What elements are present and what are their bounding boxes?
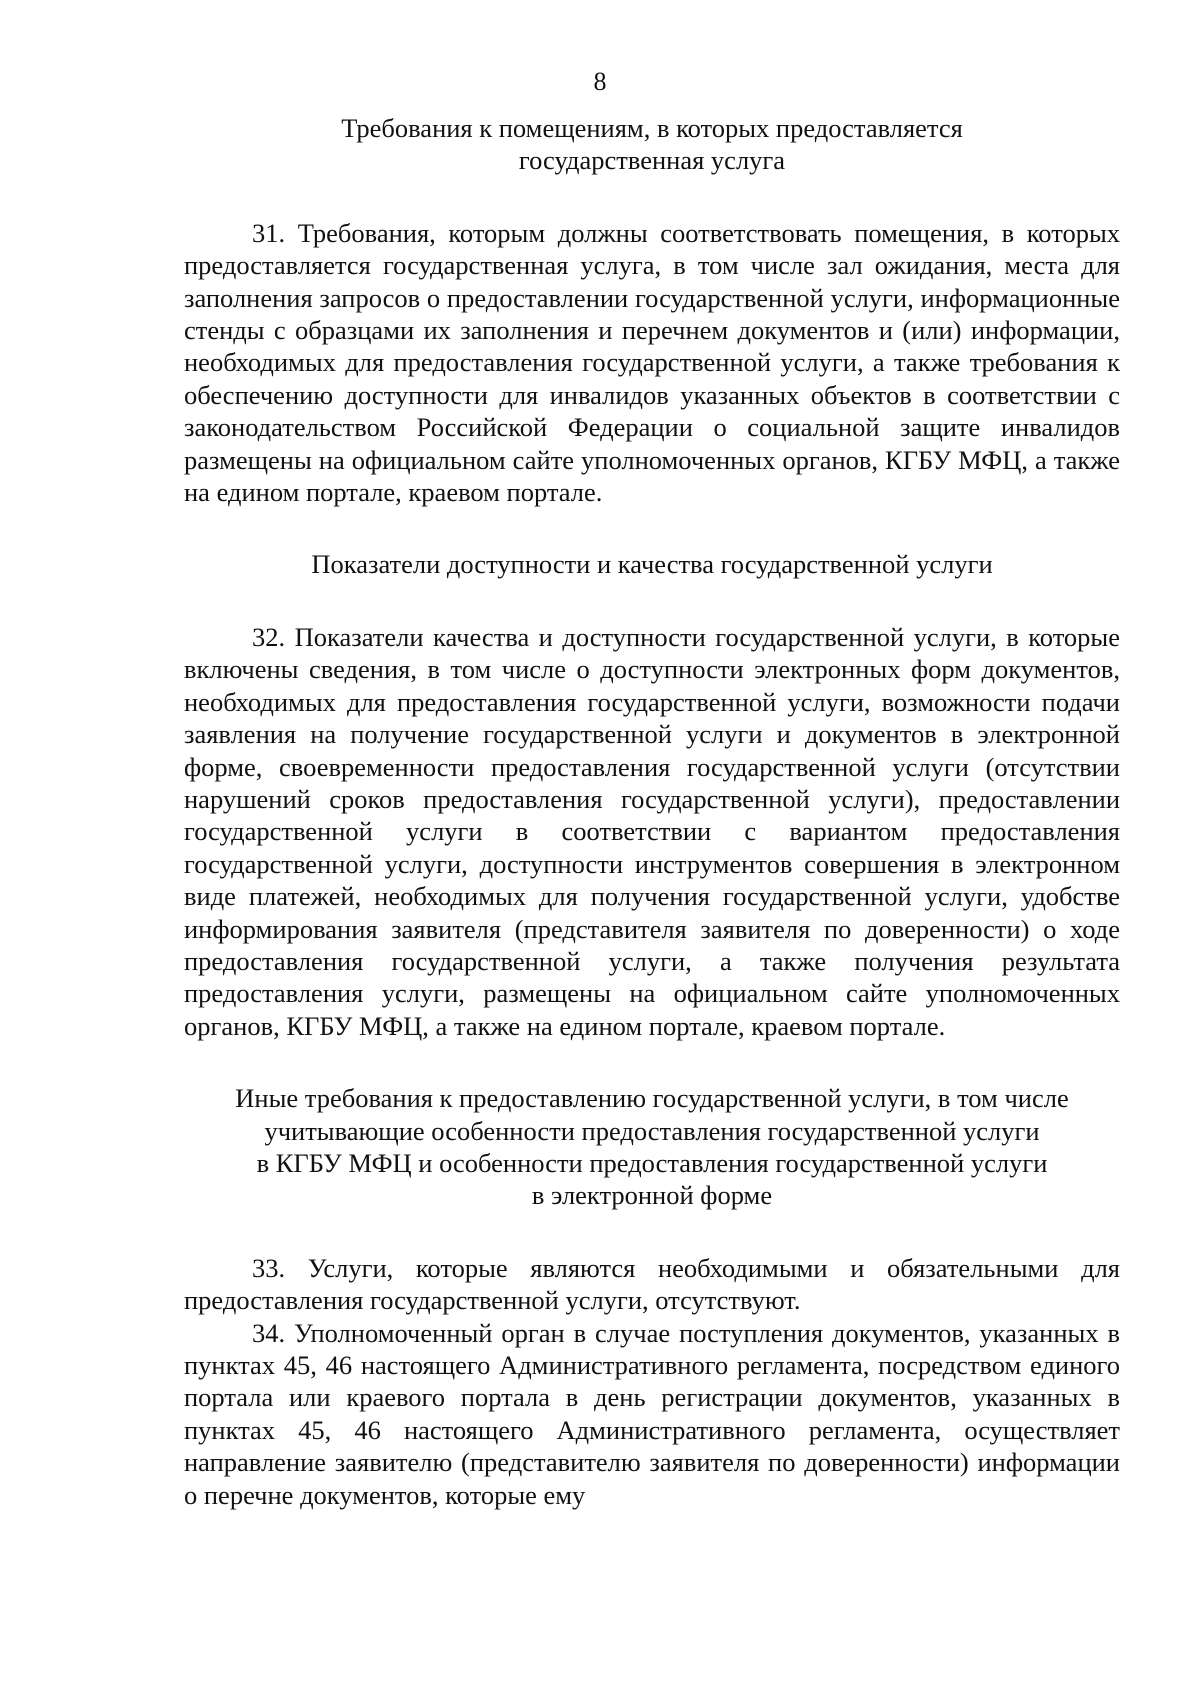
heading-rooms-requirements (212, 112, 1092, 177)
heading-line: в электронной форме (531, 1180, 773, 1211)
document-body (184, 112, 1120, 1511)
paragraph-31: 31. Требования, которым должны соответствовать помещения, в которых предоставляется государственная услуга, в том числе зал ожидания, места для заполнения запросов о предоставлении государственной услуги, информационные стенды с образцами их заполнения и перечнем документов и (или) информации, необходимых для предоставления государственной услуги, а также требования к обеспечению доступности для инвалидов указанных объектов в соответствии с законодательством Российской Федерации о социальной защите инвалидов размещены на официальном сайте уполномоченных органов, КГБУ МФЦ, а также на едином портале, краевом портале. (184, 217, 1120, 508)
heading-line: учитывающие особенности предоставления государственной услуги (264, 1115, 1040, 1146)
heading-line: в КГБУ МФЦ и особенности предоставления государственной услуги (256, 1147, 1048, 1178)
paragraph-34: 34. Уполномоченный орган в случае поступления документов, указанных в пунктах 45, 46 настоящего Административного регламента, посредством единого портала или краевого портала в день регистрации документов, указанных в пунктах 45, 46 настоящего Административного регламента, осуществляет направление заявителю (представителю заявителя по доверенности) информации о перечне документов, которые ему (184, 1317, 1120, 1510)
paragraph-33: 33. Услуги, которые являются необходимыми и обязательными для предоставления государственной услуги, отсутствуют. (184, 1252, 1120, 1316)
heading-line: государственная услуга (518, 145, 786, 176)
heading-line: Требования к помещениям, в которых предоставляется (341, 113, 963, 143)
heading-line: Иные требования к предоставлению государственной услуги, в том числе (235, 1083, 1069, 1114)
heading-line: Показатели доступности и качества государственной услуги (311, 549, 993, 580)
page-number: 8 (593, 67, 607, 96)
heading-accessibility-indicators (184, 548, 1120, 580)
paragraph-32: 32. Показатели качества и доступности государственной услуги, в которые включены сведения, в том числе о доступности электронных форм документов, необходимых для предоставления государственной услуги, возможности подачи заявления на получение государственной услуги и документов в электронной форме, своевременности предоставления государственной услуги (отсутствии нарушений сроков предоставления государственной услуги), предоставлении государственной услуги в соответствии с вариантом предоставления государственной услуги, доступности инструментов совершения в электронном виде платежей, необходимых для получения государственной услуги, удобстве информирования заявителя (представителя заявителя по доверенности) о ходе предоставления государственной услуги, а также получения результата предоставления услуги, размещены на официальном сайте уполномоченных органов, КГБУ МФЦ, а также на едином портале, краевом портале. (184, 621, 1120, 1041)
heading-other-requirements (184, 1082, 1120, 1212)
